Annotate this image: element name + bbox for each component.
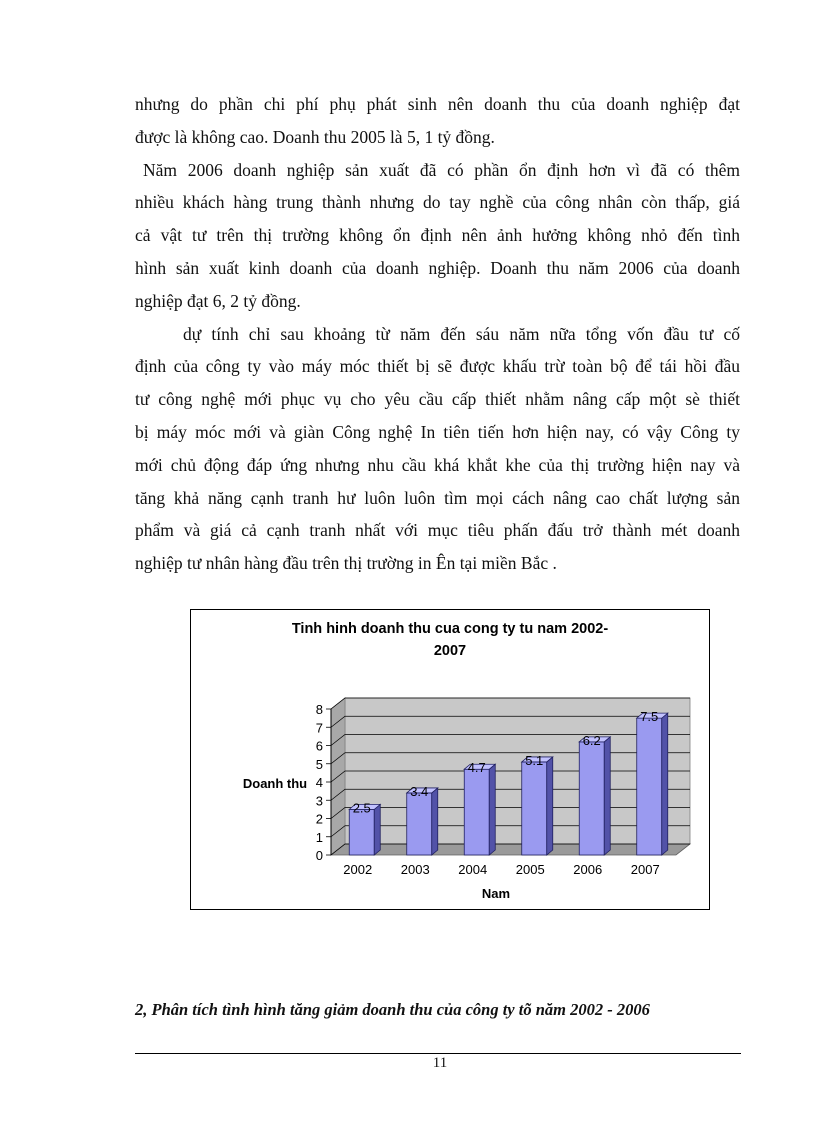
chart-plot <box>191 610 709 909</box>
paragraph-line: nhưng do phần chi phí phụ phát sinh nên doanh thu của doanh nghiệp đạt <box>135 94 740 114</box>
paragraph-line: được là không cao. Doanh thu 2005 là 5, 1 tỷ đồng. <box>135 126 495 147</box>
y-tick-label: 1 <box>315 829 323 845</box>
paragraph-line: tăng khả năng cạnh tranh hư luôn luôn tìm mọi cách nâng cao chất lượng sản <box>135 487 740 508</box>
bar <box>464 769 489 855</box>
y-axis-title: Doanh thu <box>242 776 308 791</box>
chart-floor <box>331 844 690 855</box>
bar-side <box>604 737 610 855</box>
bar <box>579 742 604 855</box>
data-label: 5.1 <box>525 752 544 768</box>
x-axis-title: Nam <box>481 886 511 901</box>
data-label: 7.5 <box>640 709 659 725</box>
x-tick-label: 2003 <box>400 862 430 877</box>
bar-side <box>374 804 380 855</box>
paragraph-line: mới chủ động đáp ứng nhưng nhu cầu khá khắt khe của thị trường hiện nay và <box>135 454 740 475</box>
paragraph-line: tư công nghệ mới phục vụ cho yêu cầu cấp thiết nhằm nâng cấp một sè thiết <box>135 389 740 410</box>
x-tick-label: 2005 <box>515 862 545 877</box>
y-tick-label: 3 <box>315 793 323 809</box>
y-tick-label: 6 <box>315 738 323 754</box>
data-label: 4.7 <box>467 760 486 776</box>
y-tick-label: 2 <box>315 811 323 827</box>
paragraph-line: dự tính chỉ sau khoảng từ năm đến sáu năm nữa tổng vốn đầu tư cố <box>183 323 740 344</box>
y-tick-label: 7 <box>315 720 323 736</box>
paragraph-line: nghiệp đạt 6, 2 tỷ đồng. <box>135 290 301 311</box>
paragraph-line: định của công ty vào máy móc thiết bị sẽ được khấu trừ toàn bộ để tái hồi đầu <box>135 356 740 377</box>
chart-title-line: Tinh hinh doanh thu cua cong ty tu nam 2002- <box>291 621 609 637</box>
footer-rule <box>135 1053 741 1054</box>
revenue-chart <box>190 609 710 910</box>
y-tick-label: 5 <box>315 756 323 772</box>
body-text <box>135 88 740 580</box>
bar-side <box>489 764 495 855</box>
page-number: 11 <box>432 1055 448 1071</box>
data-label: 3.4 <box>410 783 429 799</box>
paragraph-line: nghiệp tư nhân hàng đầu trên thị trường in Ên tại miền Bắc . <box>135 553 557 574</box>
bar <box>407 793 432 855</box>
chart-title-line: 2007 <box>433 643 467 659</box>
paragraph-line: cả vật tư trên thị trường không ổn định nên ảnh hưởng không nhỏ đến tình <box>135 225 740 246</box>
x-tick-label: 2002 <box>343 862 373 877</box>
bar-side <box>547 757 553 855</box>
y-tick-label: 0 <box>315 848 323 863</box>
paragraph-line: phẩm và giá cả cạnh tranh nhất với mục tiêu phấn đấu trở thành mét doanh <box>135 520 740 541</box>
bar <box>522 762 547 855</box>
bar-side <box>662 713 668 855</box>
bar-side <box>432 788 438 855</box>
y-tick-label: 8 <box>315 702 323 717</box>
paragraph-line: hình sản xuất kinh doanh của doanh nghiệp. Doanh thu năm 2006 của doanh <box>135 257 740 278</box>
paragraph-line: Năm 2006 doanh nghiệp sản xuất đã có phần ổn định hơn vì đã có thêm <box>143 159 740 180</box>
data-label: 6.2 <box>582 732 601 748</box>
y-tick-label: 4 <box>315 775 323 790</box>
x-tick-label: 2004 <box>458 862 488 877</box>
paragraph-line: bị máy móc mới và giàn Công nghệ In tiên tiến hơn hiện nay, có vậy Công ty <box>135 421 740 442</box>
x-tick-label: 2007 <box>630 862 660 877</box>
data-label: 2.5 <box>352 800 371 816</box>
paragraph-line: nhiều khách hàng trung thành nhưng do tay nghề của công nhân còn thấp, giá <box>135 192 740 213</box>
section-heading: 2, Phân tích tình hình tăng giảm doanh thu của công ty tõ năm 2002 - 2006 <box>135 1000 650 1019</box>
x-tick-label: 2006 <box>573 862 603 877</box>
bar <box>349 809 374 855</box>
bar <box>637 718 662 855</box>
